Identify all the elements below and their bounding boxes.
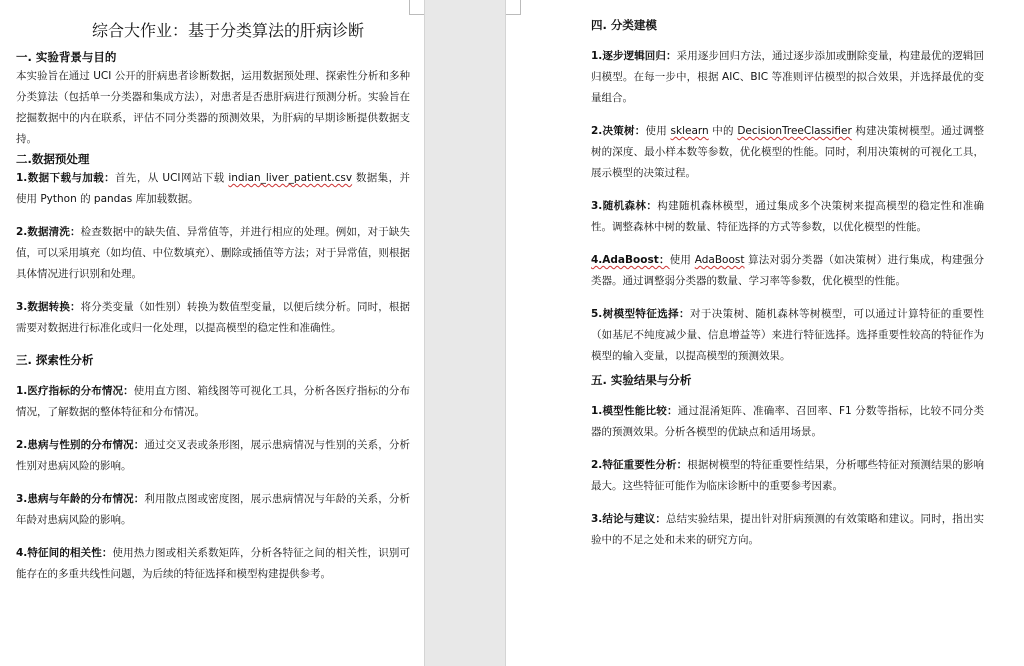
body-text: 中的 <box>708 125 738 137</box>
body-text: 总结实验结果，提出针对肝病预测的有效策略和建议。同时，指出实验中的不足之处和未来的研究方向。 <box>591 513 984 546</box>
paragraph-decision-tree[interactable] <box>591 121 984 184</box>
body-text: 使用热力图或相关系数矩阵，分析各特征之间的相关性，识别可能存在的多重共线性问题，为后续的特征选择和模型构建提供参考。 <box>16 547 411 580</box>
page-content <box>591 16 984 551</box>
body-text: 数据集，并使用 Python 的 pandas 库加载数据。 <box>16 172 410 205</box>
lead-text: 3.患病与年龄的分布情况： <box>16 493 145 505</box>
document-page-right <box>506 0 1024 666</box>
paragraph-data-download[interactable] <box>16 168 410 210</box>
lead-text: 2.患病与性别的分布情况： <box>16 439 145 451</box>
lead-text: 1.模型性能比较： <box>591 405 678 417</box>
paragraph-background[interactable]: 本实验旨在通过 UCI 公开的肝病患者诊断数据，运用数据预处理、探索性分析和多种分类算法（包括单一分类器和集成方法），对患者是否患肝病进行预测分析。实验旨在挖掘数据中的内在联系，评估不同分类器的预测效果，为肝病的早期诊断提供数据支持。 <box>16 70 410 145</box>
lead-text: 1.数据下载与加载： <box>16 172 116 184</box>
section-heading-modeling[interactable]: 四. 分类建模 <box>591 18 657 32</box>
document-page-left <box>0 0 424 666</box>
filename-text: indian_liver_patient.csv <box>228 172 353 184</box>
section-heading-preprocessing[interactable]: 二.数据预处理 <box>16 152 90 166</box>
paragraph-eda-correlation[interactable] <box>16 543 410 585</box>
paragraph-conclusion[interactable] <box>591 509 984 551</box>
body-text: 算法对弱分类器（如决策树）进行集成，构建强分类器。通过调整弱分类器的数量、学习率等参数，优化模型的性能。 <box>591 254 984 287</box>
class-name-text: DecisionTreeClassifier <box>737 125 852 137</box>
lead-text: 3.数据转换： <box>16 301 81 313</box>
body-text: 构建随机森林模型，通过集成多个决策树来提高模型的稳定性和准确性。调整森林中树的数量、特征选择的方式等参数，以优化模型的性能。 <box>591 200 985 233</box>
paragraph-data-cleaning[interactable] <box>16 222 410 285</box>
body-text: 采用逐步回归方法，通过逐步添加或删除变量，构建最优的逻辑回归模型。在每一步中，根据 AIC、BIC 等准则评估模型的拟合效果，并选择最优的变量组合。 <box>591 50 985 104</box>
lead-text: 1.医疗指标的分布情况： <box>16 385 134 397</box>
lead-text: 4.特征间的相关性： <box>16 547 113 559</box>
body-text: 使用 <box>669 254 695 266</box>
lead-text: 1.逐步逻辑回归： <box>591 50 677 62</box>
paragraph-eda-distribution[interactable] <box>16 381 410 423</box>
paragraph-adaboost[interactable] <box>591 250 984 292</box>
paragraph-feature-importance[interactable] <box>591 455 984 497</box>
page-content <box>16 20 410 585</box>
body-text: 通过交叉表或条形图，展示患病情况与性别的关系，分析性别对患病风险的影响。 <box>16 439 411 472</box>
lead-text: 2.决策树： <box>591 125 646 137</box>
page-corner-mark <box>506 0 521 15</box>
paragraph-model-comparison[interactable] <box>591 401 984 443</box>
section-heading-eda[interactable]: 三. 探索性分析 <box>16 353 94 367</box>
lead-text: 3.随机森林： <box>591 200 658 212</box>
body-text: 使用直方图、箱线图等可视化工具，分析各医疗指标的分布情况，了解数据的整体特征和分布情况。 <box>16 385 410 418</box>
body-text: 对于决策树、随机森林等树模型，可以通过计算特征的重要性（如基尼不纯度减少量、信息增益等）来进行特征选择。选择重要性较高的特征作为模型的输入变量，以提高模型的预测效果。 <box>591 308 985 362</box>
paragraph-stepwise-logistic[interactable] <box>591 46 984 109</box>
library-name-text: sklearn <box>670 125 709 137</box>
body-text: 根据树模型的特征重要性结果，分析哪些特征对预测结果的影响最大。这些特征可能作为临床诊断中的重要参考因素。 <box>591 459 985 492</box>
lead-text: 3.结论与建议： <box>591 513 667 525</box>
body-text: 通过混淆矩阵、准确率、召回率、F1 分数等指标，比较不同分类器的预测效果。分析各模型的优缺点和适用场景。 <box>591 405 985 438</box>
paragraph-data-transform[interactable] <box>16 297 410 339</box>
lead-text: 5.树模型特征选择： <box>591 308 690 320</box>
body-text: 首先，从 UCI网站下载 <box>115 172 229 184</box>
body-text: 将分类变量（如性别）转换为数值型变量，以便后续分析。同时，根据需要对数据进行标准化或归一化处理，以提高模型的稳定性和准确性。 <box>16 301 411 334</box>
paragraph-feature-selection[interactable] <box>591 304 984 367</box>
paragraph-eda-age[interactable] <box>16 489 410 531</box>
body-text: 构建决策树模型。通过调整树的深度、最小样本数等参数，优化模型的性能。同时，利用决策树的可视化工具，展示模型的决策过程。 <box>591 125 984 179</box>
paragraph-random-forest[interactable] <box>591 196 984 238</box>
section-heading-background[interactable]: 一. 实验背景与目的 <box>16 50 117 64</box>
body-text: 使用 <box>645 125 671 137</box>
document-title[interactable]: 综合大作业：基于分类算法的肝病诊断 <box>91 21 364 40</box>
page-corner-mark <box>409 0 424 15</box>
lead-text: 4.AdaBoost： <box>591 254 670 266</box>
lead-text: 2.数据清洗： <box>16 226 81 238</box>
section-heading-results[interactable]: 五. 实验结果与分析 <box>591 373 692 387</box>
lead-text: 2.特征重要性分析： <box>591 459 688 471</box>
algorithm-name-text: AdaBoost <box>694 254 745 266</box>
paragraph-eda-gender[interactable] <box>16 435 410 477</box>
body-text: 利用散点图或密度图，展示患病情况与年龄的关系，分析年龄对患病风险的影响。 <box>16 493 411 526</box>
body-text: 检查数据中的缺失值、异常值等，并进行相应的处理。例如，对于缺失值，可以采用填充（如均值、中位数填充）、删除或插值等方法；对于异常值，则根据具体情况进行识别和处理。 <box>16 226 411 280</box>
